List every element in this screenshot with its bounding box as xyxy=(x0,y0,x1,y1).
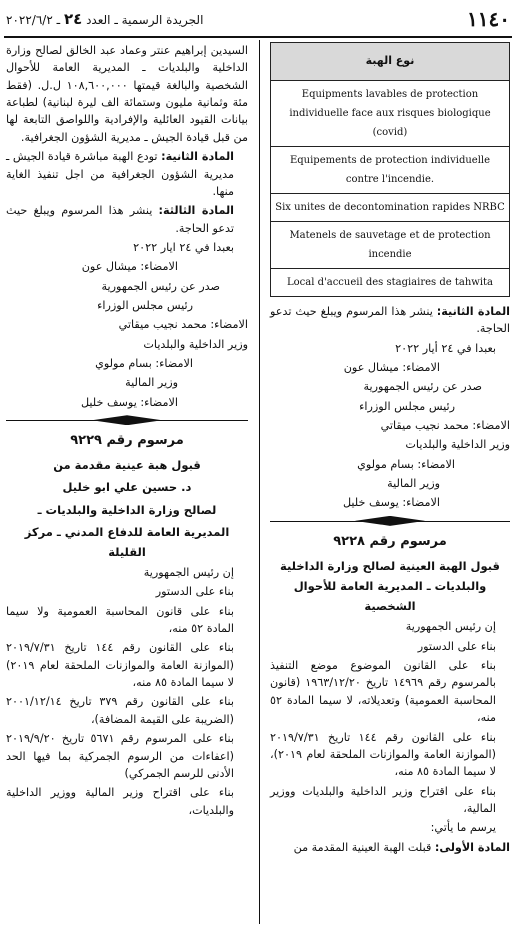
interior-minister-signature: الامضاء: بسام مولوي xyxy=(357,457,455,471)
column-divider xyxy=(259,40,260,924)
finance-minister-title: وزير المالية xyxy=(125,376,178,390)
decree-subtitle: قبول الهبة العينية لصالح وزارة الداخلية والبلديات ـ المديرية العامة للأحوال الشخصية xyxy=(280,558,500,614)
article-3-label: المادة الثالثة: xyxy=(158,204,234,218)
finance-minister-signature: الامضاء: يوسف خليل xyxy=(342,496,440,510)
donation-table xyxy=(270,42,510,297)
issued-by: صدر عن رئيس الجمهورية xyxy=(101,279,220,293)
table-cell: Equipments lavables de protection individuelle face aux risques biologique (covid) xyxy=(271,80,510,146)
body-paragraph: يرسم ما يأتي: xyxy=(430,821,496,835)
article-3 xyxy=(6,202,248,237)
article-2-label: المادة الثانية: xyxy=(436,304,510,318)
article-1-label: المادة الأولى: xyxy=(434,840,510,854)
table-header: نوع الهبة xyxy=(271,43,510,81)
table-cell: Local d'accueil des stagiaires de tahwita xyxy=(271,268,510,296)
body-paragraph: إن رئيس الجمهورية xyxy=(405,620,496,634)
body-paragraph: بناء على القانون الموضوع موضع التنفيذ بالمرسوم رقم ١٤٩٦٩ تاريخ ١٩٦٣/١٢/٢٠ (قانون المحاسبة العمومية) وتعديلاته، لا سيما المادة ٥٢ منه، xyxy=(270,659,496,725)
article-3-text: ينشر هذا المرسوم ويبلغ حيث تدعو الحاجة. xyxy=(6,204,234,235)
article-2 xyxy=(6,148,248,200)
president-signature: الامضاء: ميشال عون xyxy=(343,360,440,374)
body-paragraph: بناء على اقتراح وزير الداخلية والبلديات ووزير المالية، xyxy=(270,784,496,815)
body-paragraph: بناء على اقتراح وزير المالية ووزير الداخلية والبلديات، xyxy=(6,786,234,817)
body-paragraph: بناء على الدستور xyxy=(417,639,496,653)
table-row xyxy=(271,268,510,296)
article-1 xyxy=(270,839,510,856)
date-line: بعبدا في ٢٤ أيار ٢٠٢٢ xyxy=(395,341,496,355)
finance-minister-title: وزير المالية xyxy=(387,477,440,491)
decree-title: مرسوم رقم ٩٢٢٩ xyxy=(70,433,184,449)
decree-subtitle-line: قبول هبة عينية مقدمة من xyxy=(53,458,201,473)
journal-title xyxy=(6,8,203,31)
decree-title: مرسوم رقم ٩٢٢٨ xyxy=(333,533,447,549)
decree-subtitle-line: المديرية العامة للدفاع المدني ـ مركز القليلة xyxy=(24,524,230,559)
pm-signature: الامضاء: محمد نجيب ميقاتي xyxy=(380,419,510,433)
body-paragraph: بناء على القانون رقم ١٤٤ تاريخ ٢٠١٩/٧/٣١ (الموازنة العامة والموازنات الملحقة لعام ٢٠١٩) لا سيما المادة ٨٥ منه، xyxy=(6,641,235,690)
president-signature: الامضاء: ميشال عون xyxy=(81,260,178,274)
finance-minister-signature: الامضاء: يوسف خليل xyxy=(80,395,178,409)
article-2-label: المادة الثانية: xyxy=(161,150,234,164)
page-number: ١١٤٠ xyxy=(467,7,510,31)
left-column xyxy=(6,42,248,821)
pm-title: رئيس مجلس الوزراء xyxy=(359,399,455,413)
article-2-text: ينشر هذا المرسوم ويبلغ حيث تدعو الحاجة. xyxy=(270,304,510,336)
table-cell: Six unites de decontomination rapides NRBC xyxy=(271,193,510,221)
interior-minister-title: وزير الداخلية والبلديات xyxy=(405,438,510,452)
table-cell: Equipements de protection individuelle contre l'incendie. xyxy=(271,146,510,193)
journal-name: الجريدة الرسمية ـ العدد xyxy=(86,13,204,27)
interior-minister-signature: الامضاء: بسام مولوي xyxy=(95,357,193,371)
table-row xyxy=(271,193,510,221)
signature-block xyxy=(6,239,248,411)
body-paragraph: بناء على المرسوم رقم ٥٦٧١ تاريخ ٢٠١٩/٩/٢٠ (اعفاءات من الرسوم الجمركية بما فيها الحد الأدنى للرسم الجمركي) xyxy=(6,732,234,780)
table-header-row xyxy=(271,43,510,81)
section-divider-ornament xyxy=(270,516,510,528)
article-2 xyxy=(270,303,510,338)
article-1-text: قبلت الهبة العينية المقدمة من xyxy=(293,840,435,854)
body-paragraph: إن رئيس الجمهورية xyxy=(143,565,234,579)
issued-by: صدر عن رئيس الجمهورية xyxy=(363,380,482,394)
table-cell: Matenels de sauvetage et de protection incendie xyxy=(271,221,510,268)
body-paragraph: بناء على قانون المحاسبة العمومية ولا سيما المادة ٥٢ منه، xyxy=(6,604,234,636)
header-rule xyxy=(4,36,512,38)
right-column xyxy=(270,42,510,858)
section-divider-ornament xyxy=(6,415,248,427)
body-paragraph: بناء على الدستور xyxy=(155,585,234,599)
table-row xyxy=(271,221,510,268)
decree-subtitle-line: د. حسين علي ابو خليل xyxy=(62,480,192,495)
interior-minister-title: وزير الداخلية والبلديات xyxy=(143,337,248,351)
signature-block xyxy=(270,340,510,512)
body-paragraph: بناء على القانون رقم ٣٧٩ تاريخ ٢٠٠١/١٢/١٤ (الضريبة على القيمة المضافة)، xyxy=(6,695,234,726)
issue-number: ٢٤ xyxy=(63,10,83,28)
issue-date: ـ ٢٠٢٢/٦/٢ xyxy=(6,13,61,27)
pm-signature: الامضاء: محمد نجيب ميقاتي xyxy=(118,318,248,332)
date-line: بعبدا في ٢٤ ايار ٢٠٢٢ xyxy=(133,240,234,254)
article-2-text: تودع الهبة مباشرة قيادة الجيش ـ مديرية الشؤون الجغرافية من اجل تنفيذ الغاية منها. xyxy=(6,150,234,198)
body-paragraph: بناء على القانون رقم ١٤٤ تاريخ ٢٠١٩/٧/٣١ (الموازنة العامة والموازنات الملحقة لعام ٢٠١٩)، لا سيما المادة ٨٥ منه، xyxy=(270,730,496,779)
decree-subtitle-line: لصالح وزارة الداخلية والبلديات ـ xyxy=(37,502,217,517)
table-row xyxy=(271,80,510,146)
table-row xyxy=(271,146,510,193)
page-header xyxy=(6,4,510,34)
pm-title: رئيس مجلس الوزراء xyxy=(97,299,193,313)
continued-paragraph: السيدين إبراهيم عنتر وعماد عبد الخالق لصالح وزارة الداخلية والبلديات ـ المديرية العامة للأحوال الشخصية والبالغة قيمتها ١٠٨,٦٠٠,٠٠٠ ل.ل. (فقط مئة وثمانية مليون وستمائة الف ليرة لبنانية) لطباعة بيانات القيود العائلية والإفرادية واللواصق التابعة لها من قبل قيادة الجيش ـ مديرية الشؤون الجغرافية. xyxy=(6,44,248,144)
